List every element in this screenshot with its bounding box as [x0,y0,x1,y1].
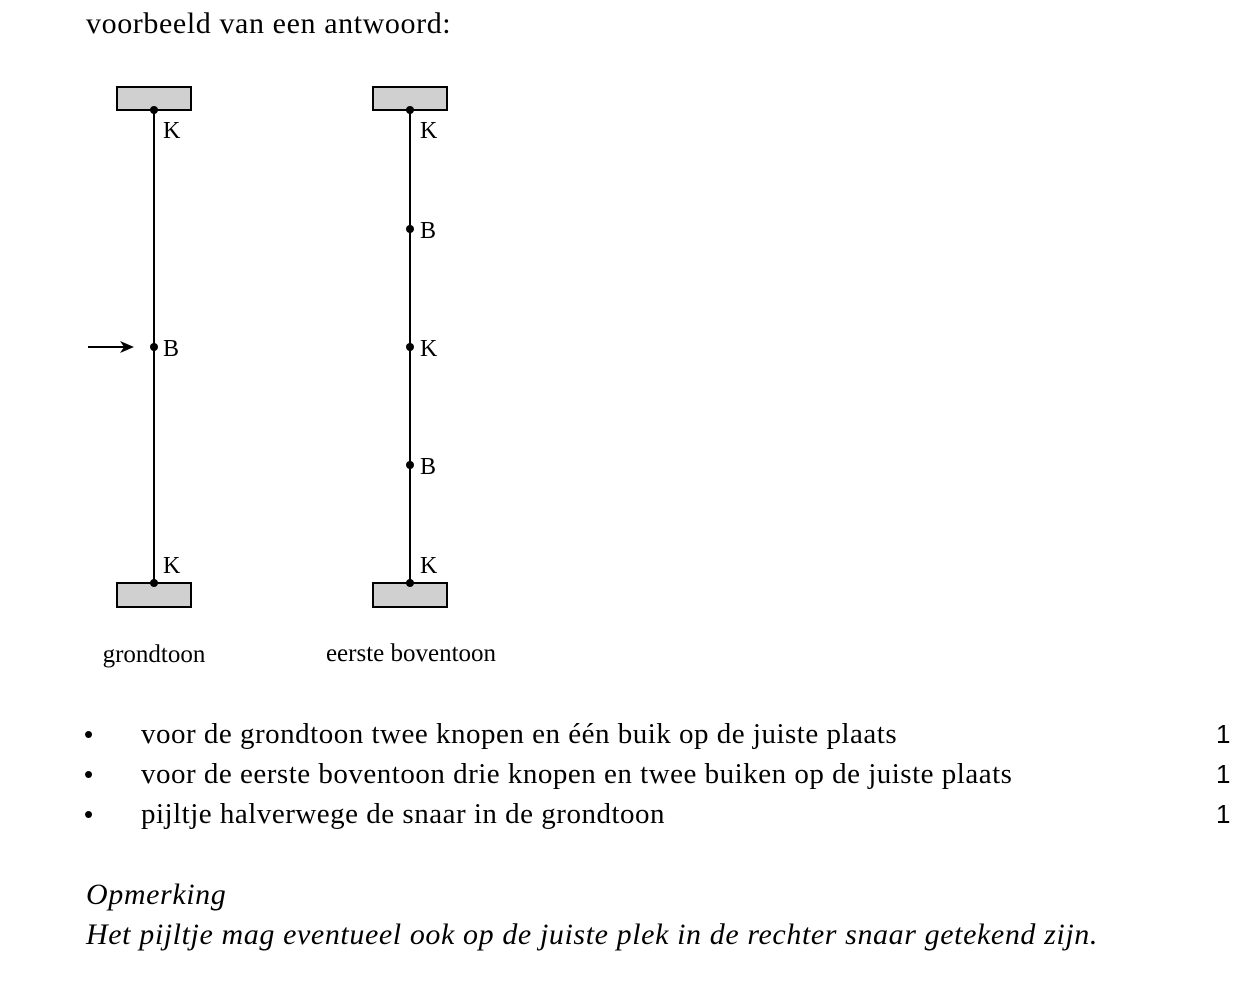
node-dot [406,343,414,351]
node-dot [150,106,158,114]
criterion-score: 1 [1216,759,1231,789]
criterion-item [0,794,1243,834]
node-dot [150,579,158,587]
antinode-dot [406,461,414,469]
criterion-score: 1 [1216,719,1231,749]
bullet-icon: • [84,799,94,829]
caption-grondtoon: grondtoon [102,641,206,668]
remark-block [86,875,1206,955]
criterion-item [0,714,1243,754]
string-eerste-boventoon [326,87,497,667]
criterion-text: pijltje halverwege de snaar in de grondtoon [141,798,666,830]
bullet-icon: • [84,759,94,789]
label-K-bottom-right: K [420,553,438,579]
antinode-dot [406,225,414,233]
label-K-top-right: K [420,118,438,144]
intro-text: voorbeeld van een antwoord: [86,7,452,40]
criterion-item [0,754,1243,794]
criterion-text: voor de grondtoon twee knopen en één buik op de juiste plaats [141,718,898,750]
criterion-text: voor de eerste boventoon drie knopen en twee buiken op de juiste plaats [141,758,1013,790]
arrow-icon [88,341,134,353]
label-K-top-left: K [163,118,181,144]
caption-eerste-boventoon: eerste boventoon [325,640,497,667]
label-B-lower-right: B [420,454,437,480]
node-dot [406,579,414,587]
string-grondtoon [88,87,206,668]
label-B-mid-left: B [163,336,180,362]
criterion-score: 1 [1216,799,1231,829]
label-B-upper-right: B [420,218,437,244]
label-K-bottom-left: K [163,553,181,579]
remark-heading: Opmerking [86,878,227,911]
bullet-icon: • [84,719,94,749]
scoring-criteria-list [0,714,1243,834]
antinode-dot [150,343,158,351]
remark-text: Het pijltje mag eventueel ook op de juiste plek in de rechter snaar getekend zijn. [86,918,1098,951]
node-dot [406,106,414,114]
label-K-mid-right: K [420,336,438,362]
